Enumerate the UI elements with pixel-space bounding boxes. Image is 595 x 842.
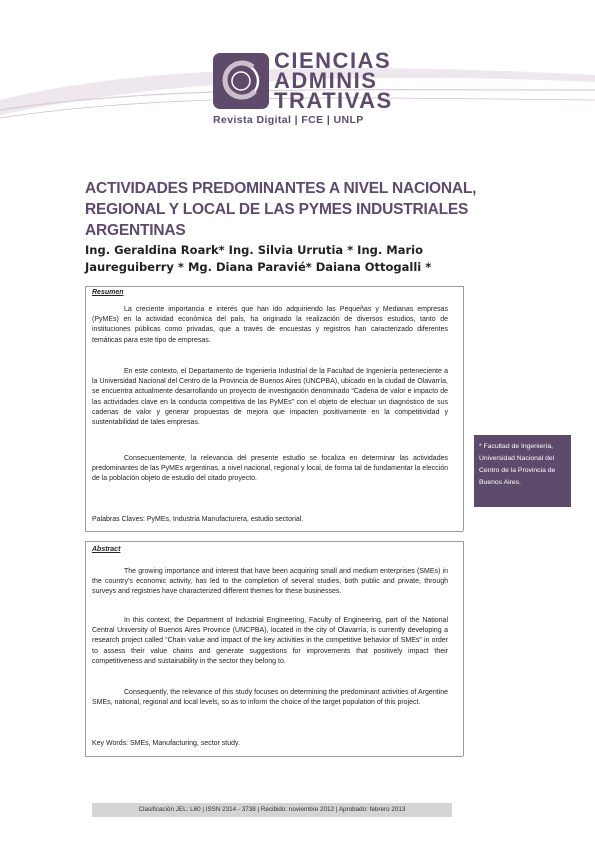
abstract-paragraph-3: Consequently, the relevance of this study focuses on determining the predominant activities of Argentine SMEs, national, regional and local levels, so as to inform the choice of the target population of this project. bbox=[92, 689, 448, 707]
resumen-paragraph-1: La creciente importancia e interés que han ido adquiriendo las Pequeñas y Medianas empresas (PyMEs) en la actividad económica del país, ha originado la realización de diversos estudios, tanto de instituciones públicas como privadas, que a través de encuestas y registros han caracterizado diferentes temáticas para este tipo de empresas. bbox=[92, 306, 448, 344]
abstract-paragraph-1: The growing importance and interest that have been acquiring small and medium enterprises (SMEs) in the country's economic activity, has led to the completion of several studies, both public and private, through surveys and registries have characterized different themes for these businesses. bbox=[92, 568, 448, 596]
author-affiliation-box: * Facultad de Ingeniería, Universidad Nacional del Centro de la Provincia de Buenos Aires. bbox=[474, 435, 571, 507]
abstract-heading: Abstract bbox=[92, 546, 121, 553]
article-authors: Ing. Geraldina Roark* Ing. Silvia Urrutia * Ing. Mario Jaureguiberry * Mg. Diana Paravié* Daiana Ottogalli * bbox=[85, 243, 432, 274]
abstract-keywords: Key Words: SMEs, Manufacturing, sector study. bbox=[92, 740, 240, 747]
abstract-top-rule bbox=[85, 541, 463, 542]
logo-text-trativas: TRATIVAS bbox=[274, 88, 393, 113]
resumen-left-border bbox=[85, 286, 86, 531]
resumen-paragraph-2: En este contexto, el Departamento de Ingeniería Industrial de la Facultad de Ingeniería perteneciente a la Universidad Nacional del Centro de la Provincia de Buenos Aires (UNCPBA), ubicado en la ciudad de Olavarría, se encuentra actualmente desarrollando un proyecto de investigación denominado “Cadena de valor e impacto de las actividades clave en la conducta competitiva de las PyMEs” con el objeto de efectuar un diagnóstico de sus cadenas de valor y generar propuestas de mejora que impacten positivamente en la competitividad y sustentabilidad de tales empresas. bbox=[92, 368, 448, 427]
abstract-paragraph-2: In this context, the Department of Industrial Engineering, Faculty of Engineering, part of the National Central University of Buenos Aires Province (UNCPBA), located in the city of Olavarría, is currently developing a research project called “Chain value and impact of the key activities in the competitive behavior of SMEs” in order to assess their value chains and generate suggestions for improvements that positively impact their competitiveness and sustainability in the sector they belong to. bbox=[92, 617, 448, 665]
resumen-paragraph-3: Consecuentemente, la relevancia del presente estudio se focaliza en determinar las actividades predominantes de las PyMEs argentinas, a nivel nacional, regional y local, de forma tal de fundamentar la elección de la población objeto de estudio del citado proyecto. bbox=[92, 455, 448, 483]
article-title: ACTIVIDADES PREDOMINANTES A NIVEL NACIONAL, REGIONAL Y LOCAL DE LAS PYMES INDUSTRIALES ARGENTINAS bbox=[85, 180, 477, 239]
abstract-right-border bbox=[463, 541, 464, 756]
logo-text-adminis: ADMINIS bbox=[274, 68, 378, 93]
resumen-top-rule bbox=[85, 286, 463, 287]
abstract-bottom-rule bbox=[85, 756, 463, 757]
logo-text-ciencias: CIENCIAS bbox=[274, 48, 392, 73]
resumen-right-border bbox=[463, 286, 464, 531]
journal-subtitle: Revista Digital | FCE | UNLP bbox=[213, 114, 364, 126]
resumen-heading: Resumen bbox=[92, 289, 124, 296]
journal-logo-icon bbox=[213, 53, 269, 109]
resumen-keywords: Palabras Claves: PyMEs, Industria Manufacturera, estudio sectorial. bbox=[92, 516, 304, 523]
abstract-left-border bbox=[85, 541, 86, 756]
publication-info-footer: Clasificación JEL: L60 | ISSN 2314 - 3738 | Recibido: noviembre 2012 | Aprobado: febrero 2013 bbox=[92, 803, 452, 817]
resumen-bottom-rule bbox=[85, 531, 463, 532]
